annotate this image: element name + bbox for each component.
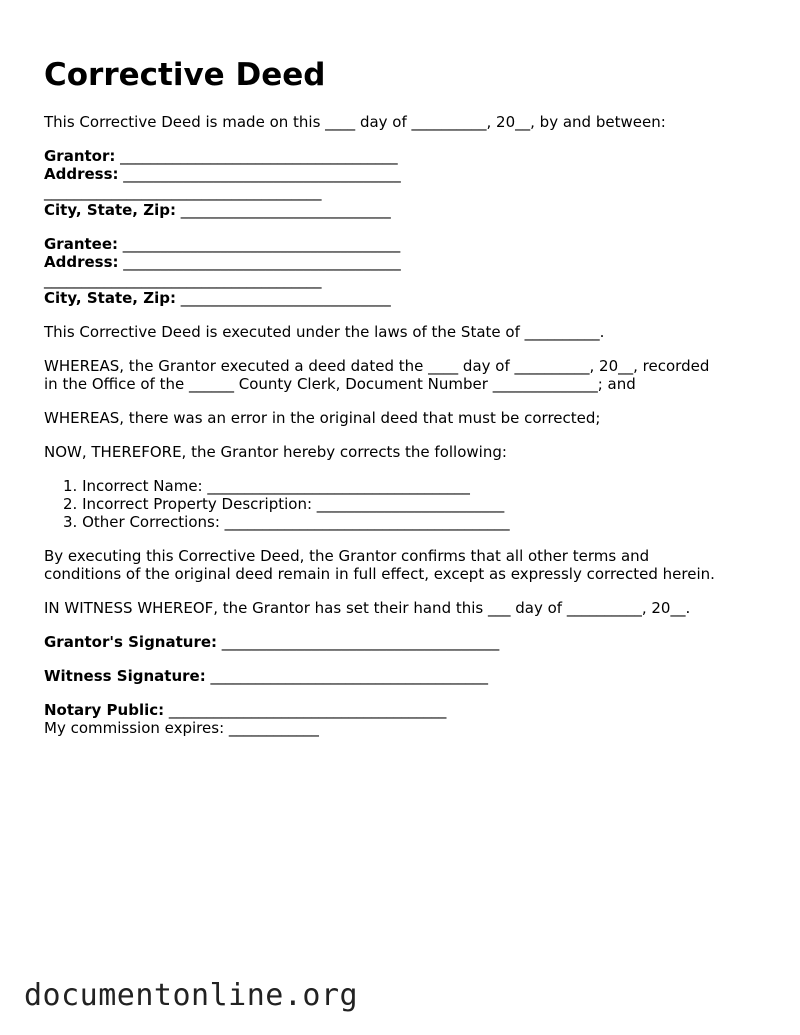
list-item: 2. Incorrect Property Description: _________________________ [63,495,505,513]
notary-block [44,701,764,737]
grantor-city-line [44,201,764,219]
grantor-address-extra-blank: _____________________________________ [44,183,322,201]
grantor-city-blank: ____________________________ [175,201,391,219]
list-item: 3. Other Corrections: ______________________________________ [63,513,510,531]
whereas-deed-paragraph [44,357,764,393]
grantor-block [44,147,764,219]
grantor-signature-block [44,633,764,651]
grantee-city-blank: ____________________________ [175,289,391,307]
notary-blank: _____________________________________ [164,701,447,719]
grantee-blank: _____________________________________ [118,235,401,253]
grantee-address-line [44,253,764,271]
grantor-label: Grantor: [44,147,116,165]
grantee-label: Grantee: [44,235,119,253]
grantor-signature-line [44,633,764,651]
document-page [44,55,764,753]
confirm-line-1: By executing this Corrective Deed, the Grantor confirms that all other terms and [44,547,650,565]
confirm-line-2: conditions of the original deed remain in full effect, except as expressly corrected herein. [44,565,715,583]
now-therefore-paragraph: NOW, THEREFORE, the Grantor hereby corrects the following: [44,443,507,461]
notary-label: Notary Public: [44,701,165,719]
grantor-blank: _____________________________________ [115,147,398,165]
grantor-line [44,147,764,165]
grantee-address-extra-blank: _____________________________________ [44,271,322,289]
witness-signature-line [44,667,764,685]
grantor-address-blank: _____________________________________ [118,165,401,183]
commission-expires-line: My commission expires: ____________ [44,719,319,737]
grantee-city-line [44,289,764,307]
grantee-address-label: Address: [44,253,119,271]
whereas-deed-line-1: WHEREAS, the Grantor executed a deed dated the ____ day of __________, 20__, recorded [44,357,710,375]
grantor-address-label: Address: [44,165,119,183]
grantee-city-label: City, State, Zip: [44,289,176,307]
grantor-address-line [44,165,764,183]
list-item: 1. Incorrect Name: ___________________________________ [63,477,470,495]
whereas-deed-line-2: in the Office of the ______ County Clerk, Document Number ______________; and [44,375,636,393]
grantor-signature-blank: _____________________________________ [217,633,500,651]
grantor-city-label: City, State, Zip: [44,201,176,219]
whereas-error-paragraph: WHEREAS, there was an error in the original deed that must be corrected; [44,409,601,427]
laws-paragraph: This Corrective Deed is executed under the laws of the State of __________. [44,323,605,341]
witness-signature-block [44,667,764,685]
corrections-list [44,477,764,531]
witness-signature-label: Witness Signature: [44,667,206,685]
witness-whereof-paragraph: IN WITNESS WHEREOF, the Grantor has set their hand this ___ day of __________, 20__. [44,599,691,617]
grantee-block [44,235,764,307]
notary-line [44,701,764,719]
watermark: documentonline.org [24,978,359,1013]
document-title: Corrective Deed [44,57,326,93]
witness-signature-blank: _____________________________________ [205,667,488,685]
grantee-line [44,235,764,253]
grantor-signature-label: Grantor's Signature: [44,633,218,651]
intro-paragraph: This Corrective Deed is made on this ____ day of __________, 20__, by and between: [44,113,666,131]
grantee-address-blank: _____________________________________ [118,253,401,271]
confirm-paragraph [44,547,764,583]
